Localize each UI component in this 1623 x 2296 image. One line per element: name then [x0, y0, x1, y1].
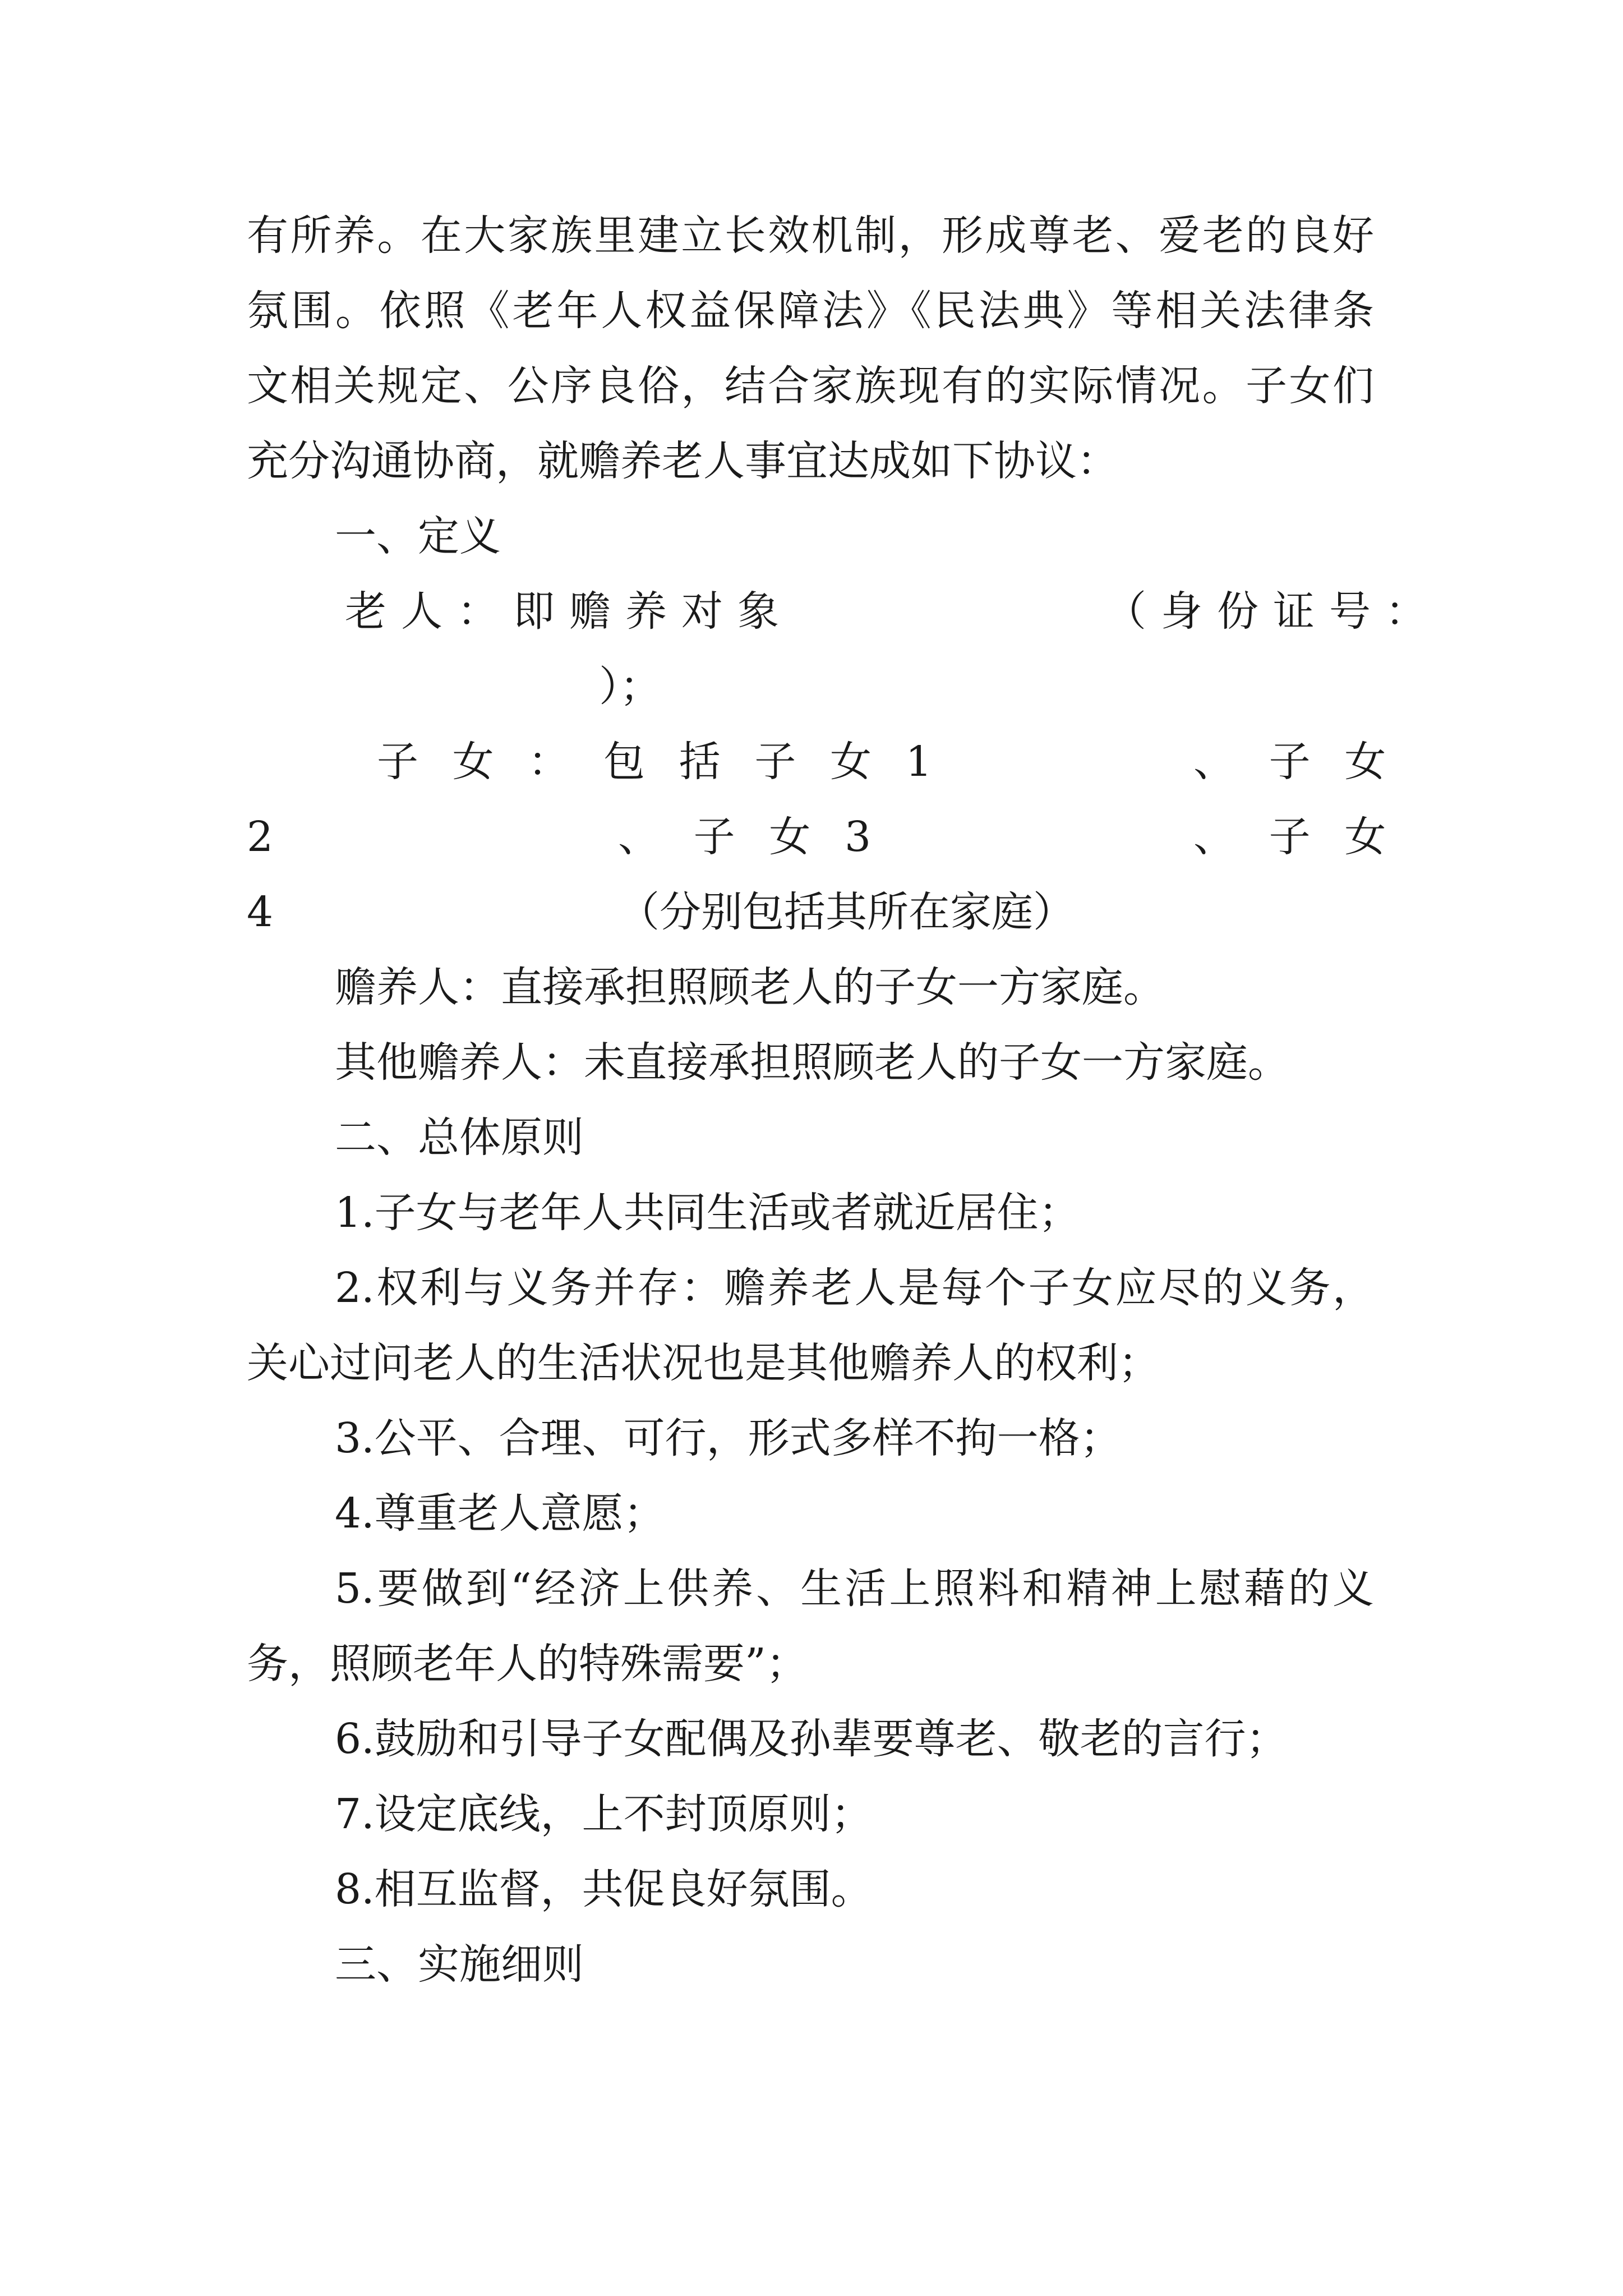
principle-item-5-line-1: 5.要做到“经济上供养、生活上照料和精神上慰藉的义	[335, 1565, 1374, 1613]
section-1-heading: 一、定义	[335, 512, 501, 560]
id-number-close: ）；	[599, 662, 661, 711]
elder-label: 老人：即赡养对象	[345, 587, 794, 636]
supporter-definition: 赡养人：直接承担照顾老人的子女一方家庭。	[335, 963, 1165, 1011]
intro-line-1: 有所养。在大家族里建立长效机制，形成尊老、爱老的良好	[247, 211, 1374, 260]
id-number-label: （身份证号：	[1105, 587, 1441, 636]
principle-item-3: 3.公平、合理、可行，形式多样不拘一格；	[335, 1414, 1122, 1462]
section-2-heading: 二、总体原则	[335, 1114, 584, 1162]
principle-item-4: 4.尊重老人意愿；	[335, 1489, 665, 1538]
children-note: （分别包括其所在家庭）	[618, 888, 1075, 936]
child-separator-3: 、子女	[1193, 813, 1421, 861]
intro-line-4: 充分沟通协商，就赡养老人事宜达成如下协议：	[247, 437, 1118, 485]
principle-item-5-line-2: 务，照顾老年人的特殊需要”；	[247, 1640, 808, 1688]
section-3-heading: 三、实施细则	[335, 1940, 584, 1989]
child-4-number: 4	[247, 888, 274, 936]
children-row-3	[247, 884, 1374, 940]
child-2-number: 2	[247, 813, 274, 861]
principle-item-6: 6.鼓励和引导子女配偶及孙辈要尊老、敬老的言行；	[335, 1715, 1288, 1763]
child-separator-1: 、子女	[1193, 738, 1421, 786]
principle-item-2-line-1: 2.权利与义务并存：赡养老人是每个子女应尽的义务，	[335, 1264, 1374, 1312]
principle-item-7: 7.设定底线，上不封顶原则；	[335, 1790, 873, 1838]
intro-line-2: 氛围。依照《老年人权益保障法》《民法典》等相关法律条	[247, 287, 1374, 335]
child-separator-2: 、子女3	[618, 813, 905, 861]
principle-item-8: 8.相互监督，共促良好氛围。	[335, 1865, 873, 1913]
principle-item-1: 1.子女与老年人共同生活或者就近居住；	[335, 1189, 1080, 1237]
principle-item-2-line-2: 关心过问老人的生活状况也是其他赡养人的权利；	[247, 1339, 1160, 1387]
id-number-close-row	[247, 659, 1374, 715]
children-row-1	[247, 734, 1421, 790]
other-supporter-definition: 其他赡养人：未直接承担照顾老人的子女一方家庭。	[335, 1038, 1289, 1087]
elder-definition-row	[247, 583, 1441, 639]
children-label: 子女：包括子女1	[377, 738, 966, 786]
children-row-2	[247, 809, 1421, 865]
intro-line-3: 文相关规定、公序良俗，结合家族现有的实际情况。子女们	[247, 362, 1374, 410]
